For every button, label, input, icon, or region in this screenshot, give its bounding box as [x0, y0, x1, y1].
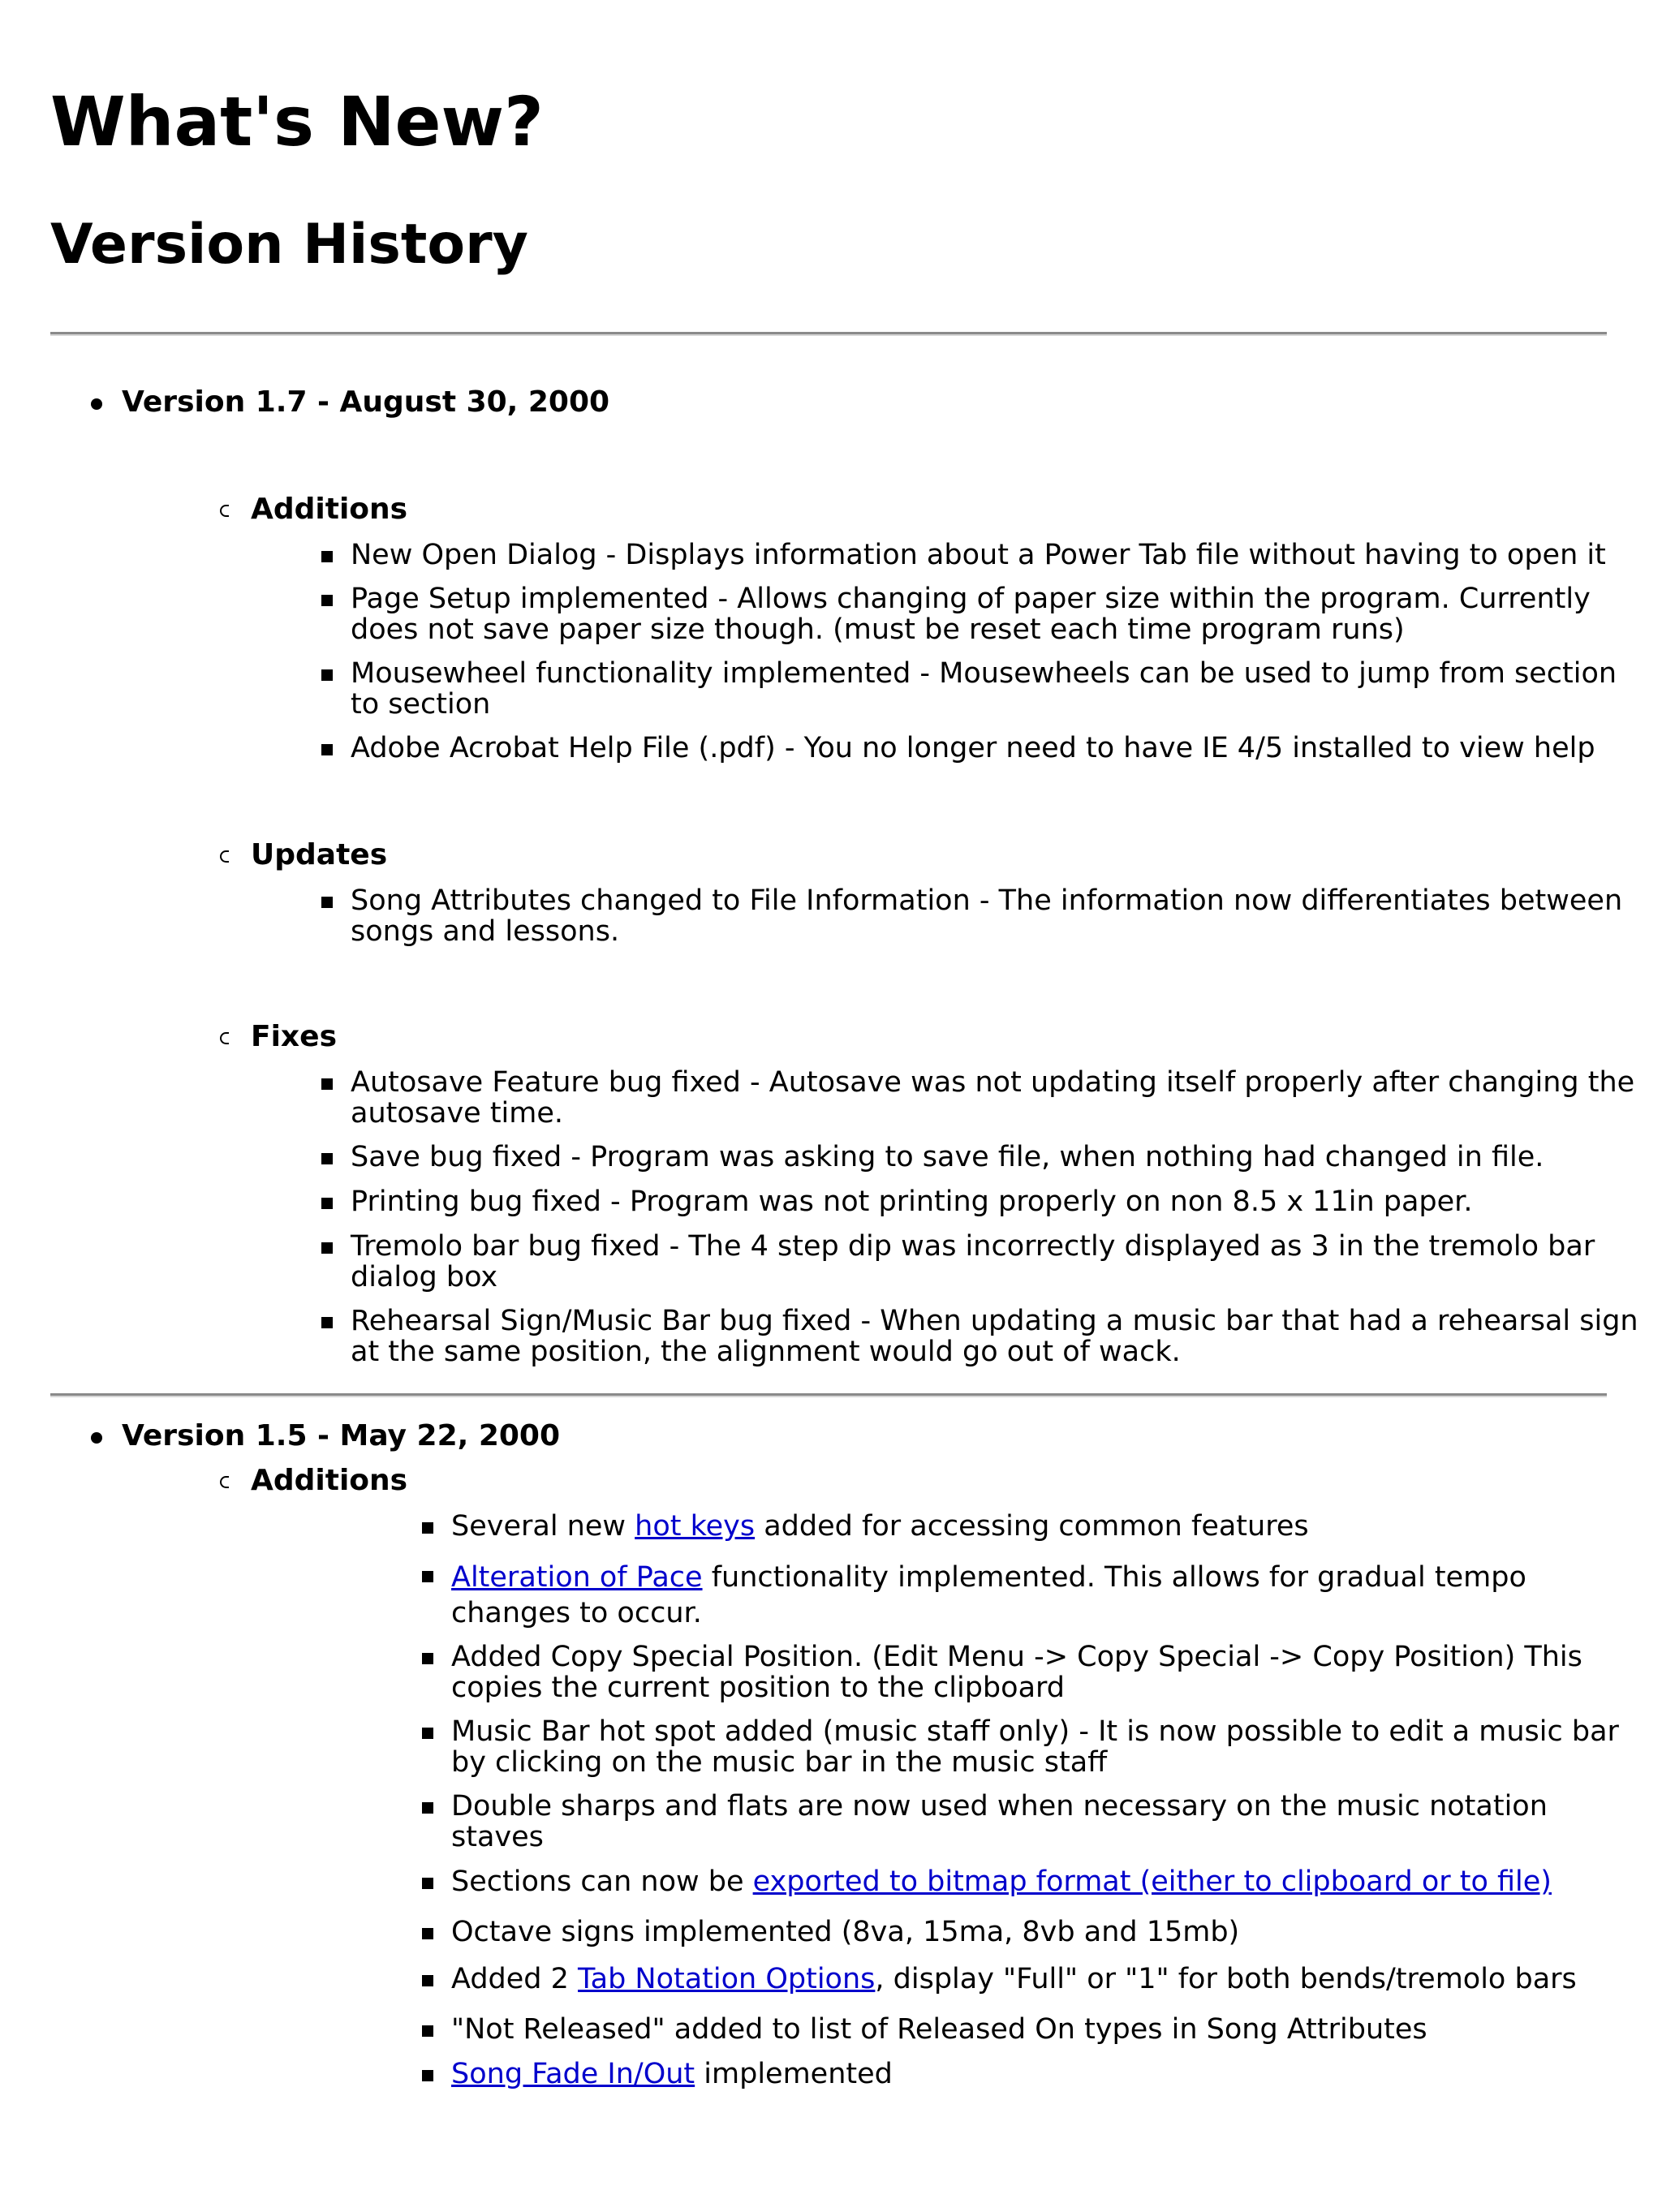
square-bullet-icon — [321, 669, 333, 681]
export-bitmap-link[interactable]: exported to bitmap format (either to clipboard or to file) — [752, 1866, 1552, 1898]
list-item: Added Copy Special Position. (Edit Menu -> Copy Special -> Copy Position) This copies the current position to the clipboard — [451, 1642, 1628, 1703]
square-bullet-icon — [422, 2025, 433, 2037]
list-item: Several new hot keys added for accessing common features — [451, 1511, 1628, 1542]
divider-middle — [50, 1393, 1607, 1397]
square-bullet-icon — [321, 551, 333, 562]
square-bullet-icon — [422, 1653, 433, 1664]
tab-notation-options-link[interactable]: Tab Notation Options — [578, 1963, 876, 1995]
page-subtitle: Version History — [50, 213, 528, 277]
list-item: Rehearsal Sign/Music Bar bug fixed - When updating a music bar that had a rehearsal sign at the same position, the alignment would go out of wack. — [351, 1306, 1649, 1367]
version-heading: Version 1.5 - May 22, 2000 — [122, 1421, 560, 1452]
section-heading-updates: Updates — [251, 840, 387, 871]
page-title: What's New? — [50, 82, 544, 161]
disc-bullet-icon — [91, 398, 102, 410]
square-bullet-icon — [422, 1878, 433, 1889]
list-item: Song Fade In/Out implemented — [451, 2059, 1628, 2089]
circle-bullet-icon — [220, 1032, 229, 1044]
list-item: "Not Released" added to list of Released On types in Song Attributes — [451, 2014, 1628, 2045]
version-heading: Version 1.7 - August 30, 2000 — [122, 387, 609, 418]
list-item: Alteration of Pace functionality implemented. This allows for gradual tempo changes to occur. — [451, 1560, 1628, 1631]
list-item: Sections can now be exported to bitmap format (either to clipboard or to file) — [451, 1866, 1628, 1897]
square-bullet-icon — [422, 1728, 433, 1739]
list-item: Added 2 Tab Notation Options, display "Full" or "1" for both bends/tremolo bars — [451, 1964, 1628, 1995]
section-heading-additions: Additions — [251, 494, 407, 525]
square-bullet-icon — [321, 1153, 333, 1164]
square-bullet-icon — [321, 1317, 333, 1328]
section-heading-additions: Additions — [251, 1465, 407, 1496]
list-item: Octave signs implemented (8va, 15ma, 8vb and 15mb) — [451, 1917, 1628, 1947]
song-fade-link[interactable]: Song Fade In/Out — [451, 2058, 695, 2090]
list-item: Printing bug fixed - Program was not printing properly on non 8.5 x 11in paper. — [351, 1186, 1649, 1217]
square-bullet-icon — [422, 1975, 433, 1986]
square-bullet-icon — [422, 1802, 433, 1814]
alteration-of-pace-link[interactable]: Alteration of Pace — [451, 1561, 703, 1594]
section-heading-fixes: Fixes — [251, 1022, 337, 1052]
square-bullet-icon — [422, 2070, 433, 2081]
circle-bullet-icon — [220, 1476, 229, 1488]
square-bullet-icon — [422, 1522, 433, 1534]
list-item: Tremolo bar bug fixed - The 4 step dip was incorrectly displayed as 3 in the tremolo bar dialog box — [351, 1231, 1649, 1293]
square-bullet-icon — [321, 897, 333, 908]
list-item: Save bug fixed - Program was asking to save file, when nothing had changed in file. — [351, 1142, 1649, 1173]
list-item: Double sharps and flats are now used when necessary on the music notation staves — [451, 1791, 1628, 1853]
list-item: Song Attributes changed to File Information - The information now differentiates between songs and lessons. — [351, 885, 1649, 947]
divider-top — [50, 332, 1607, 336]
square-bullet-icon — [321, 1078, 333, 1090]
list-item: Mousewheel functionality implemented - Mousewheels can be used to jump from section to section — [351, 658, 1649, 720]
circle-bullet-icon — [220, 850, 229, 863]
square-bullet-icon — [422, 1571, 433, 1582]
square-bullet-icon — [321, 1198, 333, 1209]
square-bullet-icon — [422, 1928, 433, 1939]
square-bullet-icon — [321, 744, 333, 755]
list-item: New Open Dialog - Displays information about a Power Tab file without having to open it — [351, 540, 1649, 570]
list-item: Adobe Acrobat Help File (.pdf) - You no longer need to have IE 4/5 installed to view help — [351, 733, 1649, 764]
disc-bullet-icon — [91, 1432, 102, 1444]
square-bullet-icon — [321, 1242, 333, 1254]
hot-keys-link[interactable]: hot keys — [635, 1510, 756, 1543]
list-item: Music Bar hot spot added (music staff only) - It is now possible to edit a music bar by clicking on the music bar in the music staff — [451, 1716, 1628, 1778]
circle-bullet-icon — [220, 505, 229, 517]
list-item: Page Setup implemented - Allows changing of paper size within the program. Currently does not save paper size though. (must be reset each time program runs) — [351, 583, 1649, 645]
square-bullet-icon — [321, 595, 333, 606]
list-item: Autosave Feature bug fixed - Autosave was not updating itself properly after changing the autosave time. — [351, 1067, 1649, 1129]
